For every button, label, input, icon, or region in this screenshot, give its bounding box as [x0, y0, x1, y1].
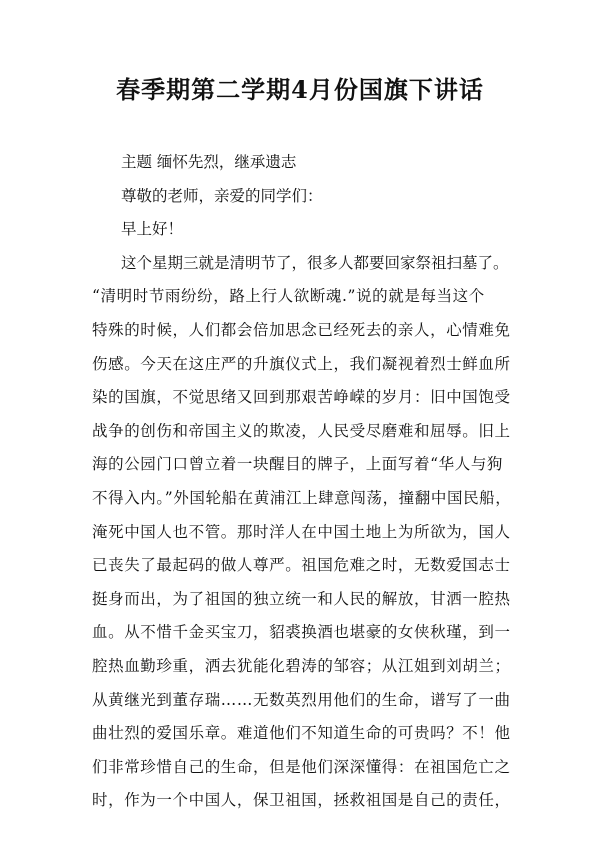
text-line: 曲壮烈的爱国乐章。难道他们不知道生命的可贵吗？不！他	[92, 724, 511, 743]
text-line: 从黄继光到董存瑞……无数英烈用他们的生命，谱写了一曲	[92, 690, 511, 709]
text-line: 淹死中国人也不管。那时洋人在中国土地上为所欲为，国人	[92, 522, 511, 541]
text-line: 战争的创伤和帝国主义的欺凌，人民受尽磨难和屈辱。旧上	[92, 421, 511, 440]
text-line: 尊敬的老师，亲爱的同学们：	[121, 186, 323, 205]
text-line: 主题 缅怀先烈，继承遗志	[121, 153, 297, 171]
text-line: 这个星期三就是清明节了，很多人都要回家祭祖扫墓了。	[121, 253, 509, 272]
speech-body	[92, 146, 532, 818]
text-line: 们非常珍惜自己的生命，但是他们深深懂得：在祖国危亡之	[92, 757, 511, 776]
document-title: 春季期第二学期4月份国旗下讲话	[116, 75, 484, 104]
text-line: 已丧失了最起码的做人尊严。祖国危难之时，无数爱国志士	[92, 556, 511, 575]
text-line: 腔热血勤珍重，洒去犹能化碧涛的邹容；从江姐到刘胡兰；	[92, 656, 511, 675]
text-line: 染的国旗，不觉思绪又回到那艰苦峥嵘的岁月：旧中国饱受	[92, 388, 511, 407]
text-line: “清明时节雨纷纷，路上行人欲断魂.”说的就是每当这个	[92, 287, 485, 306]
text-line: 特殊的时候，人们都会倍加思念已经死去的亲人，心情难免	[92, 320, 511, 339]
text-line: 时，作为一个中国人，保卫祖国，拯救祖国是自己的责任，	[92, 791, 511, 810]
text-line: 不得入内。”外国轮船在黄浦江上肆意闯荡，撞翻中国民船，	[92, 488, 512, 507]
text-line: 早上好！	[121, 220, 184, 239]
text-line: 伤感。今天在这庄严的升旗仪式上，我们凝视着烈士鲜血所	[92, 354, 511, 373]
text-line: 海的公园门口曾立着一块醒目的牌子，上面写着“华人与狗	[92, 455, 504, 474]
text-line: 挺身而出，为了祖国的独立统一和人民的解放，甘洒一腔热	[92, 589, 511, 608]
text-line: 血。从不惜千金买宝刀，貂裘换酒也堪豪的女侠秋瑾，到一	[92, 623, 511, 642]
